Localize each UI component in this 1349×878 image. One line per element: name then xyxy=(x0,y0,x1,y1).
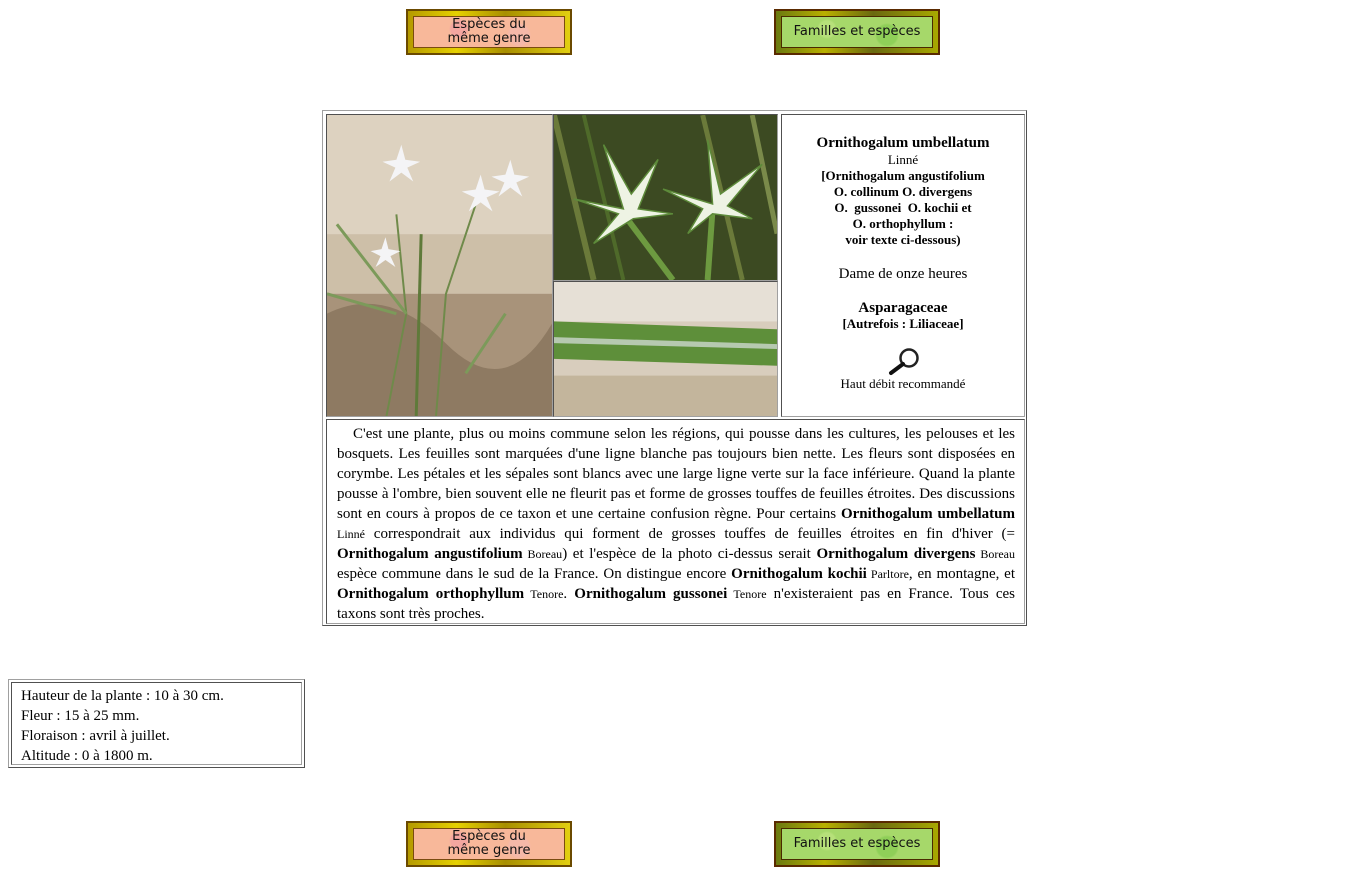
description-text: n'existeraient pas en France. Tous ces taxons sont très proches. xyxy=(337,586,1016,622)
taxon-name: Ornithogalum umbellatum xyxy=(840,506,1015,522)
synonym-line: voir texte ci-dessous) xyxy=(845,232,961,247)
description-text: espèce commune dans le sud de la France. On distingue encore xyxy=(337,566,732,582)
description-text: ) et l'espèce de la photo ci-dessus serait xyxy=(562,546,817,562)
description-text: . xyxy=(563,586,575,602)
synonym-line: [Ornithogalum angustifolium xyxy=(821,168,985,183)
description-text: C'est une plante, plus ou moins commune selon les régions, qui pousse dans les cultures, les pelouses et les bosquets. Les feuilles sont marquées d'une ligne blanche pas toujours bien nette. Les fleurs sont disposées en corymbe. Les pétales et les sépales sont blancs avec une large ligne verte sur la face inférieure. Quand la plante pousse à l'ombre, bien souvent elle ne fleurit pas et forme de grosses touffes de feuilles étroites. Des discussions sont en cours à propos de ce taxon et une certaine confusion règne. Pour certains xyxy=(337,426,1015,522)
synonym-line: O. gussonei O. kochii et xyxy=(834,200,972,215)
taxon-name: Ornithogalum kochii xyxy=(731,566,867,582)
description-text: , en montagne, et xyxy=(908,566,1016,582)
flower-size: Fleur : 15 à 25 mm. xyxy=(21,708,140,724)
families-species-button-face xyxy=(781,828,933,860)
taxon-author: Tenore xyxy=(727,587,767,601)
flowers-photo-image xyxy=(554,115,777,280)
flowers-closeup-photo[interactable] xyxy=(553,114,778,281)
flowering-period: Floraison : avril à juillet. xyxy=(21,728,170,744)
plant-photo-image xyxy=(327,115,552,416)
same-genus-button-bottom[interactable] xyxy=(406,821,572,867)
taxon-author: Linné xyxy=(337,527,365,541)
same-genus-label-line1: Espèces du xyxy=(452,17,526,32)
taxon-name: Ornithogalum gussonei xyxy=(574,586,728,602)
altitude-range: Altitude : 0 à 1800 m. xyxy=(21,748,153,764)
scientific-name: Ornithogalum umbellatum xyxy=(816,135,990,151)
families-species-label: Familles et espèces xyxy=(793,24,921,39)
taxon-author: Boreau xyxy=(522,547,563,561)
leaf-closeup-photo[interactable] xyxy=(553,281,778,417)
former-family: [Autrefois : Liliaceae] xyxy=(842,316,964,331)
species-description xyxy=(326,419,1025,624)
species-table xyxy=(322,110,1027,626)
taxon-name: Ornithogalum orthophyllum xyxy=(337,586,525,602)
plant-stats-cell xyxy=(11,682,302,765)
taxon-author: Parltore xyxy=(866,567,909,581)
plant-stats-table xyxy=(8,679,305,768)
same-genus-label-line1: Espèces du xyxy=(452,829,526,844)
high-speed-note: Haut débit recommandé xyxy=(840,376,966,391)
magnifier-icon[interactable] xyxy=(883,346,923,376)
families-species-label: Familles et espèces xyxy=(793,836,921,851)
description-text: correspondrait aux individus qui forment de grosses touffes de feuilles étroites en fin d'hiver (= xyxy=(365,526,1015,542)
same-genus-button-face xyxy=(413,828,565,860)
taxon-author: Boreau xyxy=(975,547,1015,561)
species-info-panel xyxy=(781,114,1025,417)
synonym-line: O. collinum O. divergens xyxy=(833,184,973,199)
same-genus-label-line2: même genre xyxy=(447,31,531,46)
taxon-name: Ornithogalum divergens xyxy=(816,546,976,562)
same-genus-button-top[interactable] xyxy=(406,9,572,55)
main-plant-photo[interactable] xyxy=(326,114,553,417)
same-genus-button-face xyxy=(413,16,565,48)
taxon-name: Ornithogalum angustifolium xyxy=(337,546,523,562)
leaf-photo-image xyxy=(554,282,777,416)
plant-height: Hauteur de la plante : 10 à 30 cm. xyxy=(21,688,224,704)
families-species-button-bottom[interactable] xyxy=(774,821,940,867)
taxon-author: Tenore xyxy=(524,587,564,601)
families-species-button-face xyxy=(781,16,933,48)
families-species-button-top[interactable] xyxy=(774,9,940,55)
description-paragraph xyxy=(337,424,1015,624)
author-name: Linné xyxy=(887,152,919,167)
same-genus-label-line2: même genre xyxy=(447,843,531,858)
family-name: Asparagaceae xyxy=(858,300,948,316)
synonym-line: O. orthophyllum : xyxy=(852,216,954,231)
common-name: Dame de onze heures xyxy=(838,266,968,282)
